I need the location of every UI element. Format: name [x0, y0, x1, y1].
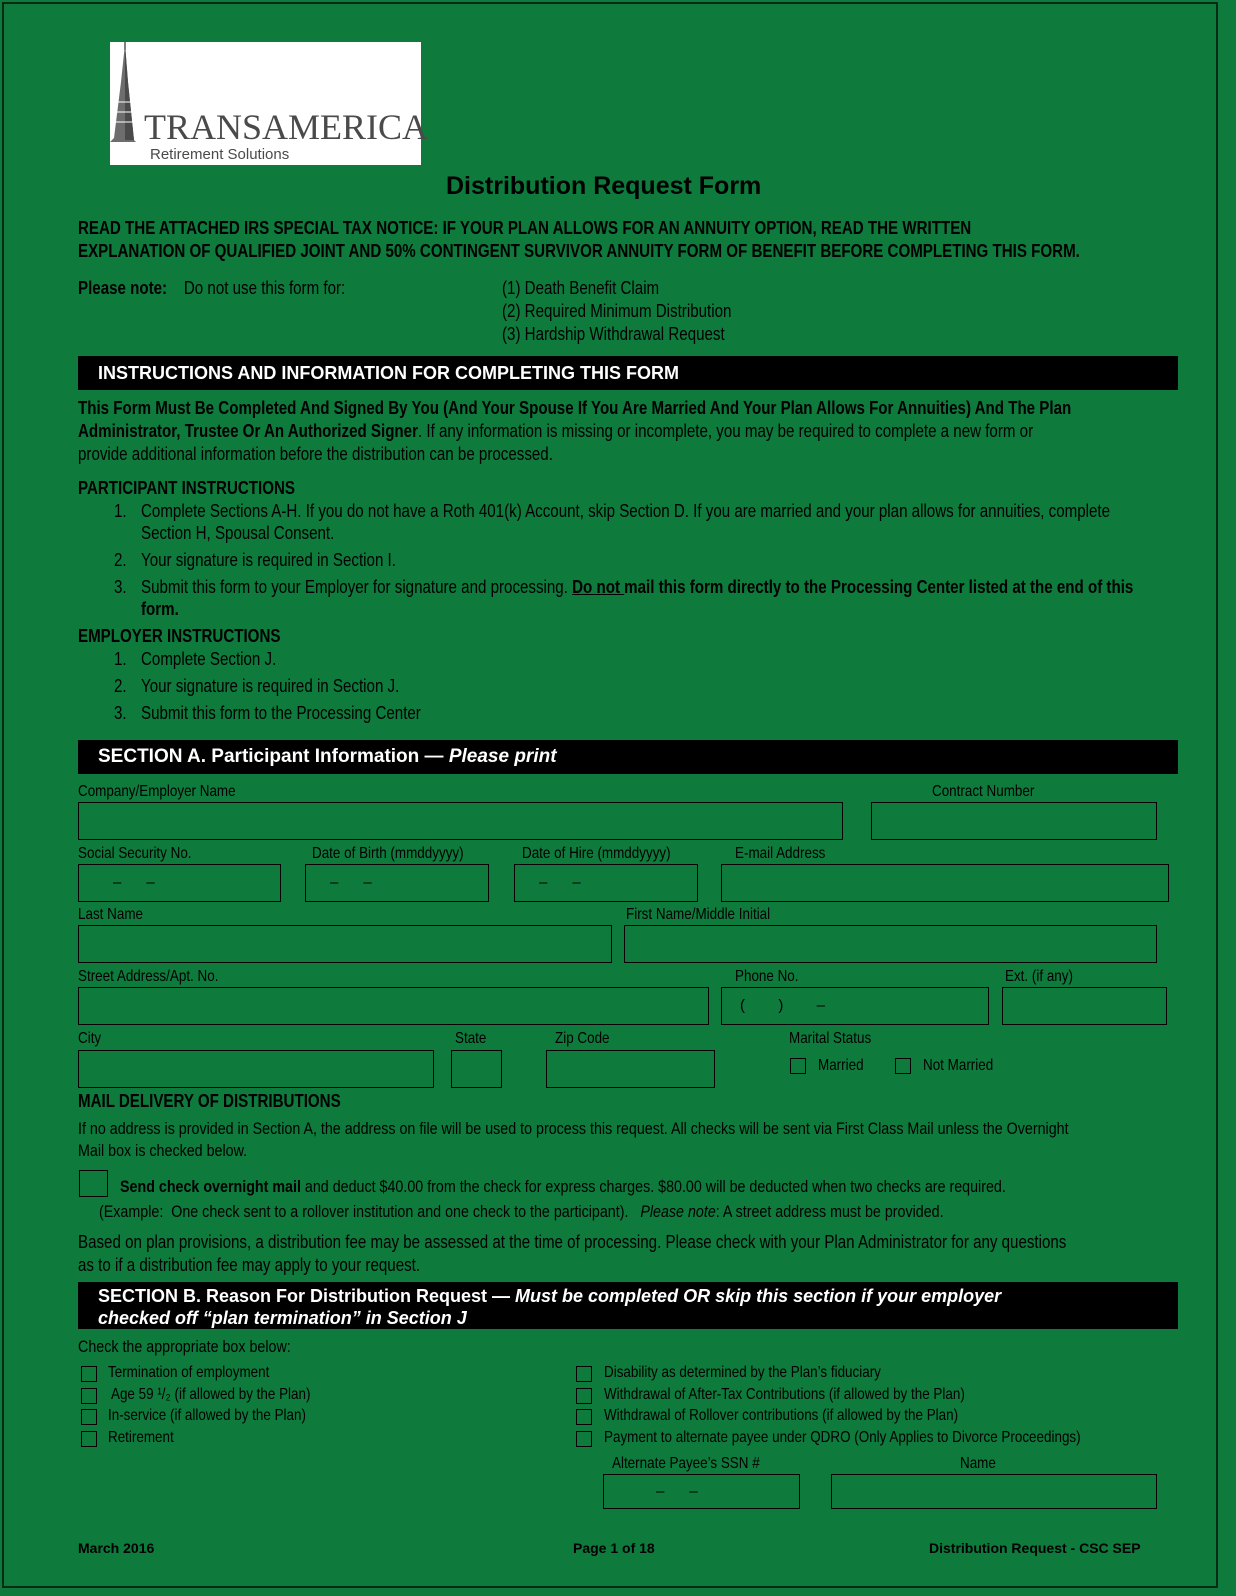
intro-bold-1: This Form Must Be Completed And Signed By You (And Your Spouse If You Are Married And Your Plan Allows For Annuities) And The Plan — [78, 398, 1072, 418]
fee-text — [78, 1255, 485, 1277]
list-item — [141, 501, 1236, 523]
page-title: Distribution Request Form — [446, 172, 762, 200]
company-label — [78, 783, 266, 801]
doh-label — [522, 845, 699, 863]
alt-ssn-separators: – – — [656, 1483, 698, 1500]
zip-label — [555, 1030, 620, 1048]
email-label — [735, 845, 843, 863]
phone-mask: ( ) – — [740, 997, 826, 1014]
contract-number-input[interactable] — [871, 802, 1157, 840]
phone-input[interactable] — [721, 987, 989, 1025]
zip-label-text: Zip Code — [555, 1030, 610, 1047]
reason-label — [108, 1407, 344, 1425]
notice — [78, 218, 1141, 240]
exclusion-item — [502, 324, 767, 346]
footer-doc: Distribution Request - CSC SEP — [929, 1540, 1141, 1556]
state-input[interactable] — [451, 1050, 502, 1088]
notice-line-1: READ THE ATTACHED IRS SPECIAL TAX NOTICE: IF YOUR PLAN ALLOWS FOR AN ANNUITY OPTION, READ THE WRITTEN — [78, 218, 972, 238]
list-number — [114, 550, 129, 572]
overnight-text — [120, 1177, 1175, 1198]
married-label — [818, 1057, 872, 1075]
marital-label-text: Marital Status — [789, 1030, 872, 1047]
state-label — [455, 1030, 492, 1048]
alt-ssn-label — [612, 1455, 788, 1473]
mail-title-text: MAIL DELIVERY OF DISTRIBUTIONS — [78, 1091, 341, 1111]
section-a-header — [78, 740, 1178, 774]
exclusion-item-1: (1) Death Benefit Claim — [502, 278, 660, 298]
fee-line-1: Based on plan provisions, a distribution fee may be assessed at the time of processing. Please check with your Plan Administrator for any questions — [78, 1232, 1067, 1252]
list-item — [141, 550, 445, 572]
employer-title-text: EMPLOYER INSTRUCTIONS — [78, 626, 281, 646]
p3-underline: Do not — [572, 577, 625, 597]
not-married-checkbox[interactable] — [895, 1058, 911, 1074]
contract-label-text: Contract Number — [932, 783, 1035, 800]
reason-label — [108, 1386, 349, 1404]
after-tax-checkbox[interactable] — [576, 1388, 592, 1404]
reason-label — [604, 1407, 1026, 1425]
p1-text-a: Complete Sections A-H. If you do not have a Roth 401(k) Account, skip Section D. If you are married and your plan allows for annuities, complete — [141, 501, 1111, 521]
list-number — [114, 649, 129, 671]
mail-text — [78, 1119, 1236, 1140]
participant-instructions-title — [78, 478, 336, 500]
intro-line-3-text: provide additional information before the distribution can be processed. — [78, 444, 553, 464]
e3-text: Submit this form to the Processing Center — [141, 703, 421, 723]
age-59-checkbox[interactable] — [81, 1388, 97, 1404]
ssn-label — [78, 845, 213, 863]
retirement-label: Retirement — [108, 1429, 174, 1446]
list-item — [141, 599, 186, 621]
reason-label — [604, 1386, 1034, 1404]
footer-page: Page 1 of 18 — [573, 1540, 655, 1556]
fee-line-2: as to if a distribution fee may apply to your request. — [78, 1255, 421, 1275]
ext-input[interactable] — [1002, 987, 1167, 1025]
phone-label-text: Phone No. — [735, 968, 799, 985]
p1-text-b: Section H, Spousal Consent. — [141, 523, 335, 543]
p3-number: 3. — [114, 577, 127, 597]
mail-delivery-title — [78, 1091, 391, 1113]
dob-label — [312, 845, 492, 863]
alt-name-input[interactable] — [831, 1474, 1157, 1509]
exclusion-item-2: (2) Required Minimum Distribution — [502, 301, 732, 321]
p1-number: 1. — [114, 501, 127, 521]
termination-checkbox[interactable] — [81, 1366, 97, 1382]
brand-name: TRANSAMERICA — [144, 107, 429, 147]
in-service-checkbox[interactable] — [81, 1409, 97, 1425]
example-text — [99, 1202, 1104, 1223]
section-b-header — [78, 1282, 1178, 1329]
instructions-header-text: INSTRUCTIONS AND INFORMATION FOR COMPLETING THIS FORM — [98, 363, 679, 383]
list-number — [114, 577, 129, 599]
email-label-text: E-mail Address — [735, 845, 826, 862]
married-checkbox[interactable] — [790, 1058, 806, 1074]
qdro-checkbox[interactable] — [576, 1431, 592, 1447]
ssn-label-text: Social Security No. — [78, 845, 192, 862]
in-service-label: In-service (if allowed by the Plan) — [108, 1407, 306, 1424]
p3-text-a: Submit this form to your Employer for signature and processing. — [141, 577, 573, 597]
ssn-separators: – – — [113, 874, 155, 891]
city-input[interactable] — [78, 1050, 434, 1088]
participant-title-text: PARTICIPANT INSTRUCTIONS — [78, 478, 295, 498]
fee-text — [78, 1232, 1236, 1254]
list-item — [141, 676, 449, 698]
disability-label: Disability as determined by the Plan’s fiduciary — [604, 1364, 881, 1381]
notice-line-2: EXPLANATION OF QUALIFIED JOINT AND 50% CONTINGENT SURVIVOR ANNUITY FORM OF BENEFIT BEFORE COMPLETING THIS FORM. — [78, 241, 1080, 261]
p3-bold: mail this form directly to the Processing Center listed at the end of this — [624, 577, 1134, 597]
phone-label — [735, 968, 811, 986]
ext-label — [1005, 968, 1086, 986]
not-married-label — [923, 1057, 1007, 1075]
marital-label — [789, 1030, 887, 1048]
list-item — [141, 577, 1236, 599]
e2-number: 2. — [114, 676, 127, 696]
ext-label-text: Ext. (if any) — [1005, 968, 1073, 985]
rollover-label: Withdrawal of Rollover contributions (if allowed by the Plan) — [604, 1407, 959, 1424]
exclusion-item — [502, 278, 689, 300]
company-input[interactable] — [78, 802, 843, 840]
rollover-checkbox[interactable] — [576, 1409, 592, 1425]
reason-label — [108, 1364, 300, 1382]
disability-checkbox[interactable] — [576, 1366, 592, 1382]
overnight-rest: and deduct $40.00 from the check for express charges. $80.00 will be deducted when two checks are required. — [300, 1177, 1006, 1196]
list-item — [141, 649, 302, 671]
check-label-text: Check the appropriate box below: — [78, 1337, 291, 1356]
city-label-text: City — [78, 1030, 102, 1047]
contract-label — [932, 783, 1054, 801]
last-name-label — [78, 906, 155, 924]
exclusion-item-3: (3) Hardship Withdrawal Request — [502, 324, 725, 344]
street-label — [78, 968, 245, 986]
p3-text-b: form. — [141, 599, 179, 619]
reason-label — [604, 1364, 934, 1382]
alt-name-label-text: Name — [960, 1455, 996, 1472]
section-b-italic-1: Must be completed OR skip this section if your employer — [515, 1286, 1002, 1306]
section-a-title: SECTION A. Participant Information — — [98, 746, 449, 767]
street-input[interactable] — [78, 987, 709, 1025]
qdro-label: Payment to alternate payee under QDRO (Only Applies to Divorce Proceedings) — [604, 1429, 1081, 1446]
notice-2-wrap — [78, 241, 1236, 263]
e1-number: 1. — [114, 649, 127, 669]
ssn-input[interactable] — [78, 864, 281, 902]
exclusion-item — [502, 301, 775, 323]
first-name-label — [626, 906, 798, 924]
doh-separators: – – — [539, 874, 581, 891]
intro-line-1 — [78, 398, 1236, 420]
list-number — [114, 676, 129, 698]
after-tax-label: Withdrawal of After-Tax Contributions (if allowed by the Plan) — [604, 1386, 965, 1403]
alt-name-label — [960, 1455, 1003, 1473]
section-b-title: SECTION B. Reason For Distribution Request — — [98, 1286, 516, 1306]
termination-label: Termination of employment — [108, 1364, 270, 1381]
brand-tagline: Retirement Solutions — [150, 146, 290, 163]
example-italic: Please note — [640, 1202, 716, 1221]
street-label-text: Street Address/Apt. No. — [78, 968, 219, 985]
intro-line-2 — [78, 421, 1215, 443]
please-note-label: Please note: — [78, 278, 168, 298]
list-number — [114, 703, 129, 725]
zip-input[interactable] — [546, 1050, 715, 1088]
reason-label — [108, 1429, 186, 1447]
please-note-text: Do not use this form for: — [183, 278, 346, 298]
check-instruction — [78, 1337, 331, 1358]
email-input[interactable] — [721, 864, 1169, 902]
dob-separators: – – — [330, 874, 372, 891]
last-name-input[interactable] — [78, 925, 612, 963]
employer-instructions-title — [78, 626, 319, 648]
city-label — [78, 1030, 106, 1048]
mail-line-1: If no address is provided in Section A, the address on file will be used to process this request. All checks will be sent via First Class Mail unless the Overnight — [78, 1119, 1069, 1138]
please-note — [78, 278, 396, 300]
e2-text: Your signature is required in Section J. — [141, 676, 400, 696]
footer-date: March 2016 — [78, 1540, 155, 1556]
instructions-header — [78, 356, 1178, 390]
intro-rest-2: . If any information is missing or incomplete, you may be required to complete a new form or — [417, 421, 1034, 441]
alt-ssn-label-text: Alternate Payee’s SSN # — [612, 1455, 760, 1472]
section-a-italic: Please print — [448, 746, 557, 767]
example-b: : A street address must be provided. — [715, 1202, 944, 1221]
example-a: (Example: One check sent to a rollover institution and one check to the participant). — [99, 1202, 641, 1221]
first-name-input[interactable] — [624, 925, 1157, 963]
alt-ssn-input[interactable] — [603, 1474, 800, 1509]
reason-label — [604, 1429, 1171, 1447]
list-number — [114, 501, 129, 523]
last-name-label-text: Last Name — [78, 906, 143, 923]
mail-line-2: Mail box is checked below. — [78, 1141, 248, 1160]
section-b-italic-2: checked off “plan termination” in Section J — [98, 1308, 467, 1328]
age-59-label: Age 59 ¹/₂ (if allowed by the Plan) — [108, 1386, 311, 1403]
dob-label-text: Date of Birth (mmddyyyy) — [312, 845, 464, 862]
intro-line-3 — [78, 444, 643, 466]
doh-input[interactable] — [514, 864, 698, 902]
married-label-text: Married — [818, 1057, 864, 1074]
intro-bold-2: Administrator, Trustee Or An Authorized Signer — [78, 421, 418, 441]
state-label-text: State — [455, 1030, 487, 1047]
mail-text — [78, 1141, 279, 1162]
not-married-label-text: Not Married — [923, 1057, 994, 1074]
list-item — [141, 523, 371, 545]
retirement-checkbox[interactable] — [81, 1431, 97, 1447]
overnight-bold: Send check overnight mail — [120, 1177, 301, 1196]
dob-input[interactable] — [305, 864, 489, 902]
overnight-mail-checkbox[interactable] — [79, 1170, 108, 1197]
doh-label-text: Date of Hire (mmddyyyy) — [522, 845, 671, 862]
e3-number: 3. — [114, 703, 127, 723]
list-item — [141, 703, 474, 725]
p2-text: Your signature is required in Section I. — [141, 550, 396, 570]
first-name-label-text: First Name/Middle Initial — [626, 906, 771, 923]
transamerica-logo — [110, 42, 429, 165]
e1-text: Complete Section J. — [141, 649, 277, 669]
p2-number: 2. — [114, 550, 127, 570]
company-label-text: Company/Employer Name — [78, 783, 236, 800]
